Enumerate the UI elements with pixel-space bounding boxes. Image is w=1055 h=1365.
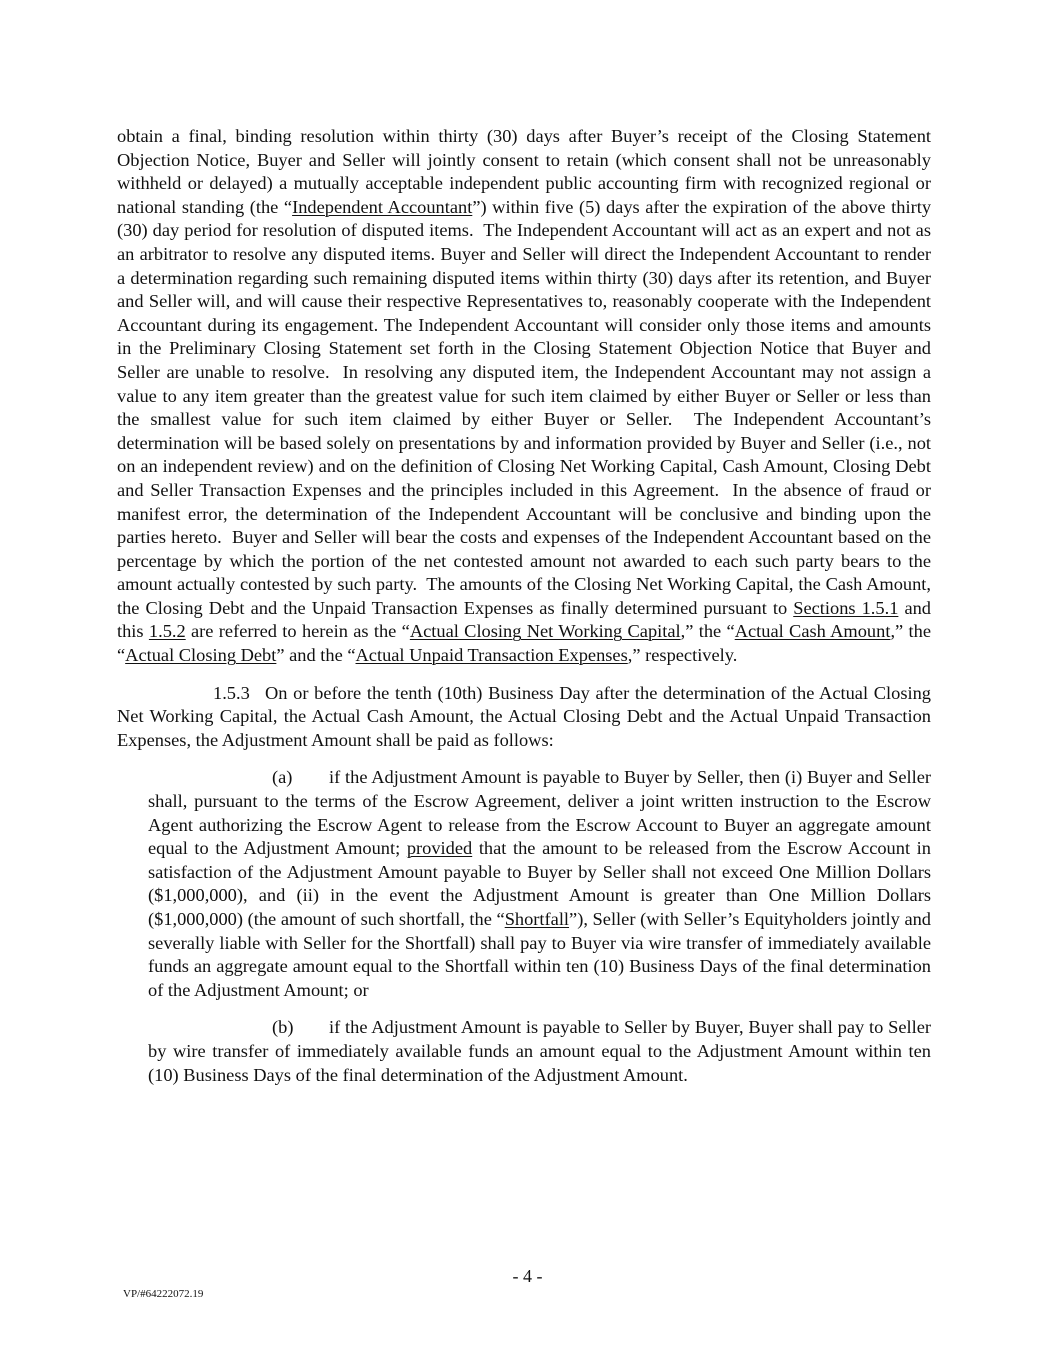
text-run: are referred to herein as the “ [185,621,410,642]
subsection-label: (b) [272,1017,294,1038]
text-run: ” and the “ [276,645,356,666]
cross-reference-sections-1-5-1: Sections 1.5.1 [793,597,899,618]
cross-reference-1-5-2: 1.5.2 [148,621,186,642]
defined-term-actual-cash-amount: Actual Cash Amount [734,621,891,642]
defined-term-actual-unpaid-transaction-expenses: Actual Unpaid Transaction Expenses [355,645,628,666]
text-run: ”), Seller (with Seller’s Equityholders jointly and severally liable with Seller for the Shortfall) shall pay to Buyer via wire transfer of immediately available funds an aggregate amount equal to the Shortfall within ten (10) Business Days of the final determination of the Adjustment Amount; or [148,909,931,1000]
page-number: - 4 - [512,1266,543,1286]
text-run: ”) within five (5) days after the expiration of the above thirty (30) day period for resolution of disputed items. The Independent Accountant will act as an expert and not as an arbitrator to resolve any disputed items. Buyer and Seller will direct the Independent Accountant to render a determination regarding such remaining disputed items within thirty (30) days after its retention, and Buyer and Seller will, and will cause their respective Representatives to, reasonably cooperate with the Independent Accountant during its engagement. The Independent Accountant will consider only those items and amounts in the Preliminary Closing Statement set forth in the Closing Statement Objection Notice that Buyer and Seller are unable to resolve. In resolving any disputed item, the Independent Accountant may not assign a value to any item greater than the greatest value for such item claimed by either Buyer or Seller or less than the smallest value for such item claimed by either Buyer or Seller. The Independent Accountant’s determination will be based solely on presentations by and information provided by Buyer and Seller (i.e., not on an independent review) and on the definition of Closing Net Working Capital, Cash Amount, Closing Debt and Seller Transaction Expenses and the principles included in this Agreement. In the absence of fraud or manifest error, the determination of the Independent Accountant will be conclusive and binding upon the parties hereto. Buyer and Seller will bear the costs and expenses of the Independent Accountant based on the percentage by which the portion of the net contested amount not awarded to each such party bears to the amount actually contested by such party. The amounts of the Closing Net Working Capital, the Cash Amount, the Closing Debt and the Unpaid Transaction Expenses as finally determined pursuant to [117,196,932,618]
defined-term-shortfall: Shortfall [504,909,570,929]
defined-term-independent-accountant: Independent Accountant [292,196,473,217]
document-body [117,125,931,1101]
text-run: if the Adjustment Amount is payable to Buyer by Seller, then (i) Buyer and Seller shall, pursuant to the terms of the Escrow Agreement, deliver a joint written instruction to the Escrow Agent authorizing the Escrow Agent to release from the Escrow Account to Buyer an aggregate amount equal to the Adjustment Amount; [148,767,931,859]
text-run: and this [117,597,931,642]
section-1-5-2-continuation [117,125,931,668]
text-run: obtain a final, binding resolution within thirty (30) days after Buyer’s receipt of the Closing Statement Objection Notice, Buyer and Seller will jointly consent to retain (which consent shall not be unreasonably withheld or delayed) a mutually acceptable independent public accounting firm with recognized regional or national standing (the “ [117,126,931,217]
section-1-5-3 [117,682,931,753]
subsection-b [148,1016,931,1087]
section-text: On or before the tenth (10th) Business Day after the determination of the Actual Closing Net Working Capital, the Actual Cash Amount, the Actual Closing Debt and the Actual Unpaid Transaction Expenses, the Adjustment Amount shall be paid as follows: [117,682,931,750]
text-run: ,” the “ [117,621,931,666]
subsection-label: (a) [272,767,293,788]
document-id: VP/#64222072.19 [123,1288,204,1300]
defined-term-actual-closing-net-working-capital: Actual Closing Net Working Capital [409,621,681,642]
subsection-a [148,766,931,1002]
text-run: that the amount to be released from the Escrow Account in satisfaction of the Adjustment Amount payable to Buyer by Seller shall not exceed One Million Dollars ($1,000,000), and (ii) in the event the Adjustment Amount is greater than One Million Dollars ($1,000,000) (the amount of such shortfall, the “ [148,838,931,929]
section-number: 1.5.3 [213,682,250,703]
defined-term-actual-closing-debt: Actual Closing Debt [125,645,277,666]
defined-term-provided: provided [406,838,473,859]
text-run: ,” respectively. [627,645,738,666]
text-run: ,” the “ [680,621,735,642]
subsection-text: if the Adjustment Amount is payable to Seller by Buyer, Buyer shall pay to Seller by wire transfer of immediately available funds an amount equal to the Adjustment Amount within ten (10) Business Days of the final determination of the Adjustment Amount. [148,1017,931,1085]
